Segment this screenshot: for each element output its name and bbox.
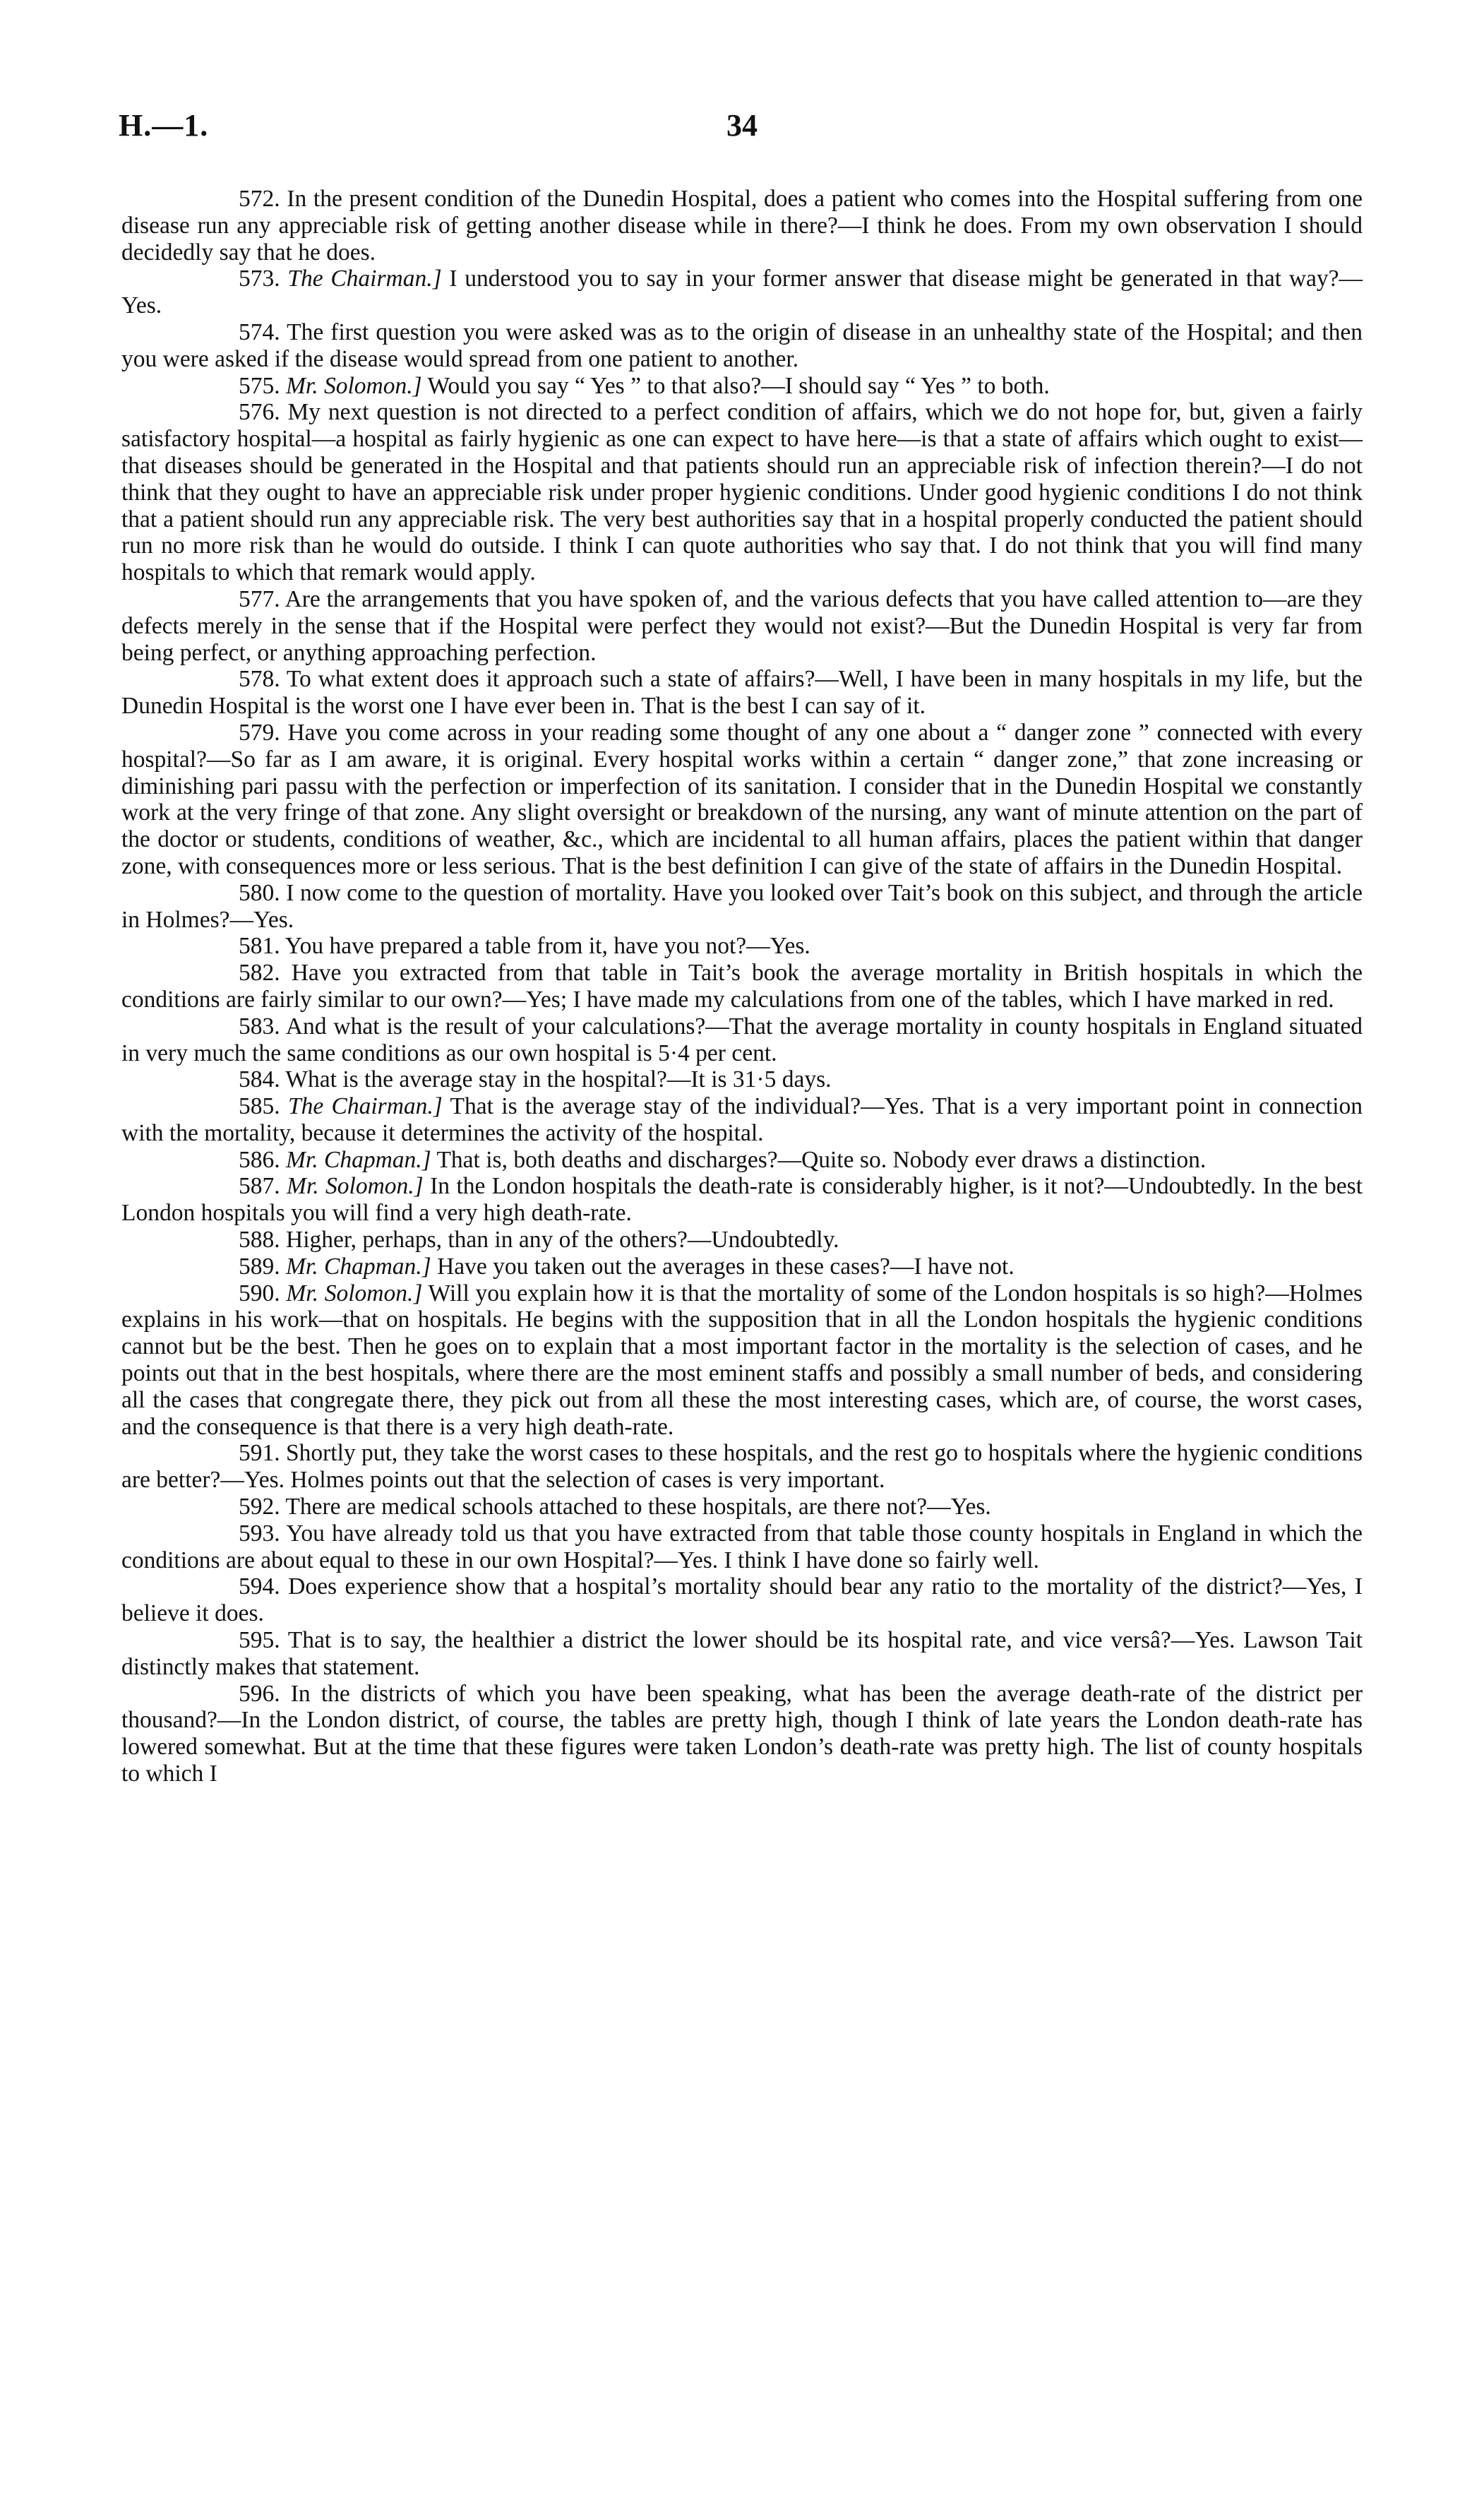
question-text: What is the average stay in the hospital?—It is 31·5 days.: [285, 1066, 832, 1093]
question-text: Will you explain how it is that the mortality of some of the London hospitals is so high?—Holmes explains in his work—that on hospitals. He begins with the supposition that in all the London hospitals the hygienic conditions cannot but be the best. Then he goes on to explain that a most important factor in the mortality is the selection of cases, and he points out that in the best hospitals, where there are the most eminent staffs and possibly a small number of beds, and considering all the cases that congregate there, they pick out from all these the most interesting cases, which are, of course, the worst cases, and the consequence is that there is a very high death-rate.: [121, 1280, 1363, 1440]
question-paragraph: [121, 1681, 1363, 1787]
question-paragraph: [121, 586, 1363, 666]
sheet-reference: H.—1.: [119, 108, 209, 143]
question-number: 591.: [239, 1440, 280, 1467]
question-text: Does experience show that a hospital’s mortality should bear any ratio to the mortality of the district?—Yes, I believe it does.: [121, 1573, 1363, 1627]
question-paragraph: [121, 720, 1363, 880]
question-number: 578.: [239, 666, 280, 693]
question-number: 576.: [239, 399, 280, 426]
question-text: That is to say, the healthier a district the lower should be its hospital rate, and vice versâ?—Yes. Lawson Tait distinctly makes that statement.: [121, 1627, 1363, 1680]
question-text: In the districts of which you have been speaking, what has been the average death-rate of the district per thousand?—In the London district, of course, the tables are pretty high, though I think of late years the London death-rate has lowered somewhat. But at the time that these figures were taken London’s death-rate was pretty high. The list of county hospitals to which I: [121, 1680, 1363, 1787]
question-number: 595.: [239, 1627, 280, 1654]
question-number: 586.: [239, 1146, 280, 1173]
speaker-label: Mr. Solomon.]: [286, 372, 422, 399]
question-text: I understood you to say in your former answer that disease might be generated in that way?—Yes.: [121, 266, 1363, 319]
question-text: Have you taken out the averages in these cases?—I have not.: [437, 1253, 1015, 1280]
question-text: To what extent does it approach such a state of affairs?—Well, I have been in many hospitals in my life, but the Dunedin Hospital is the worst one I have ever been in. That is the best I can say of it.: [121, 666, 1363, 720]
question-paragraph: [121, 666, 1363, 720]
question-paragraph: [121, 1627, 1363, 1681]
question-text: You have prepared a table from it, have you not?—Yes.: [285, 933, 810, 960]
question-paragraph: [121, 1280, 1363, 1441]
question-text: And what is the result of your calculations?—That the average mortality in county hospitals in England situated in very much the same conditions as our own hospital is 5·4 per cent.: [121, 1013, 1363, 1066]
question-text: My next question is not directed to a perfect condition of affairs, which we do not hope for, but, given a fairly satisfactory hospital—a hospital as fairly hygienic as one can expect to have here—is that a state of affairs which ought to exist—that diseases should be generated in the Hospital and that patients should run an appreciable risk of infection therein?—I do not think that they ought to have an appreciable risk under proper hygienic conditions. Under good hygienic conditions I do not think that a patient should run any appreciable risk. The very best authorities say that in a hospital properly conducted the patient should run no more risk than he would do outside. I think I can quote authorities who say that. I do not think that you will find many hospitals to which that remark would apply.: [121, 399, 1363, 586]
question-paragraph: [121, 1440, 1363, 1494]
question-number: 579.: [239, 719, 280, 746]
question-number: 593.: [239, 1520, 280, 1547]
speaker-label: The Chairman.]: [287, 1093, 443, 1120]
question-text: That is, both deaths and discharges?—Quite so. Nobody ever draws a distinction.: [436, 1146, 1207, 1173]
question-text: Are the arrangements that you have spoken of, and the various defects that you have called attention to—are they defects merely in the sense that if the Hospital were perfect they would not exist?—But the Dunedin Hospital is very far from being perfect, or anything approaching perfection.: [121, 585, 1363, 666]
question-number: 573.: [239, 266, 280, 292]
speaker-label: Mr. Solomon.]: [287, 1173, 424, 1200]
question-text: Have you extracted from that table in Tait’s book the average mortality in British hospitals in which the conditions are fairly similar to our own?—Yes; I have made my calculations from one of the tables, which I have marked in red.: [121, 960, 1363, 1013]
speaker-label: Mr. Solomon.]: [286, 1280, 423, 1306]
question-number: 587.: [239, 1173, 280, 1200]
question-paragraph: [121, 1173, 1363, 1227]
question-text: I now come to the question of mortality. Have you looked over Tait’s book on this subject, and through the article in Holmes?—Yes.: [121, 879, 1363, 933]
question-text: Have you come across in your reading some thought of any one about a “ danger zone ” connected with every hospital?—So far as I am aware, it is original. Every hospital works within a certain “ danger zone,” that zone increasing or diminishing pari passu with the perfection or imperfection of its sanitation. I consider that in the Dunedin Hospital we constantly work at the very fringe of that zone. Any slight oversight or breakdown of the nursing, any want of minute attention on the part of the doctor or students, conditions of weather, &c., which are incidental to all human affairs, places the patient within that danger zone, with consequences more or less serious. That is the best definition I can give of the state of affairs in the Dunedin Hospital.: [121, 719, 1363, 879]
question-number: 594.: [239, 1573, 280, 1600]
question-paragraph: [121, 1494, 1363, 1520]
question-text: Higher, perhaps, than in any of the others?—Undoubtedly.: [286, 1227, 839, 1253]
question-number: 582.: [239, 960, 280, 987]
question-text: You have already told us that you have extracted from that table those county hospitals in England in which the conditions are about equal to these in our own Hospital?—Yes. I think I have done so fairly well.: [121, 1520, 1363, 1573]
question-number: 580.: [239, 879, 280, 906]
question-paragraph: [121, 960, 1363, 1013]
question-paragraph: [121, 1013, 1363, 1067]
question-number: 589.: [239, 1253, 280, 1280]
question-paragraph: [121, 373, 1363, 400]
question-text: The first question you were asked was as to the origin of disease in an unhealthy state of the Hospital; and then you were asked if the disease would spread from one patient to another.: [121, 318, 1363, 372]
question-paragraph: [121, 880, 1363, 934]
question-paragraph: [121, 1520, 1363, 1574]
question-number: 590.: [239, 1280, 280, 1306]
question-text: That is the average stay of the individual?—Yes. That is a very important point in connection with the mortality, because it determines the activity of the hospital.: [121, 1093, 1363, 1146]
question-number: 588.: [239, 1227, 280, 1253]
question-paragraph: [121, 399, 1363, 586]
question-number: 592.: [239, 1494, 280, 1520]
question-number: 584.: [239, 1066, 280, 1093]
question-number: 596.: [239, 1680, 280, 1707]
question-text: Shortly put, they take the worst cases to these hospitals, and the rest go to hospitals where the hygienic conditions are better?—Yes. Holmes points out that the selection of cases is very important.: [121, 1440, 1363, 1494]
question-number: 577.: [239, 585, 280, 612]
speaker-label: Mr. Chapman.]: [286, 1253, 431, 1280]
question-paragraph: [121, 1066, 1363, 1093]
page-number: 34: [726, 108, 758, 143]
speaker-label: The Chairman.]: [287, 266, 442, 292]
question-number: 581.: [239, 933, 280, 960]
evidence-text: [121, 186, 1363, 1787]
question-number: 583.: [239, 1013, 280, 1040]
question-paragraph: [121, 266, 1363, 319]
question-paragraph: [121, 1147, 1363, 1174]
page-header: [119, 107, 1365, 157]
question-text: There are medical schools attached to these hospitals, are there not?—Yes.: [285, 1494, 991, 1520]
question-text: In the present condition of the Dunedin Hospital, does a patient who comes into the Hospital suffering from one disease run any appreciable risk of getting another disease while in there?—I think he does. From my own observation I should decidedly say that he does.: [121, 186, 1363, 266]
question-text: Would you say “ Yes ” to that also?—I should say “ Yes ” to both.: [427, 372, 1050, 399]
question-paragraph: [121, 1227, 1363, 1253]
question-paragraph: [121, 1573, 1363, 1627]
speaker-label: Mr. Chapman.]: [286, 1146, 431, 1173]
question-paragraph: [121, 933, 1363, 960]
question-number: 572.: [239, 186, 280, 212]
question-number: 575.: [239, 372, 280, 399]
question-paragraph: [121, 1253, 1363, 1280]
question-paragraph: [121, 186, 1363, 266]
question-paragraph: [121, 1093, 1363, 1147]
question-text: In the London hospitals the death-rate is considerably higher, is it not?—Undoubtedly. In the best London hospitals you will find a very high death-rate.: [121, 1173, 1363, 1227]
question-number: 574.: [239, 318, 280, 345]
question-paragraph: [121, 319, 1363, 373]
question-number: 585.: [239, 1093, 280, 1120]
